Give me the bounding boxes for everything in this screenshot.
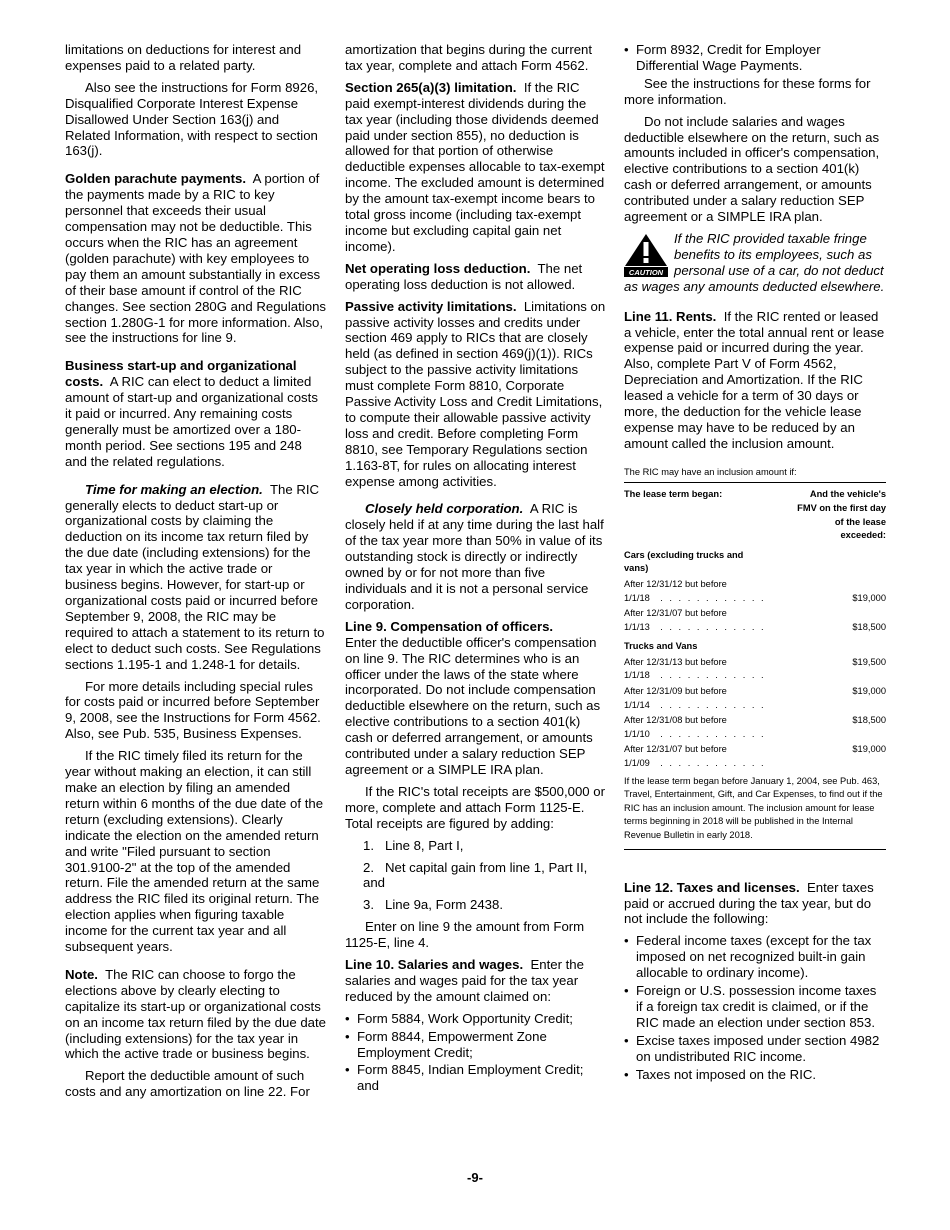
list-item: 3. Line 9a, Form 2438.: [363, 897, 504, 913]
closely-held-section: [345, 501, 607, 612]
bullet-item: • Foreign or U.S. possession income taxes if a foreign tax credit is claimed, or if the RIC made an election under section 853.: [624, 983, 877, 1030]
table-caption: The RIC may have an inclusion amount if:: [624, 466, 797, 477]
row-date: 1/1/18: [624, 670, 650, 681]
table-section-trucks: Trucks and Vans: [624, 641, 698, 652]
paragraph: limitations on deductions for interest and expenses paid to a related party.: [65, 42, 302, 73]
inclusion-amount-table: [624, 466, 886, 850]
note-body: The RIC can choose to forgo the elections above by clearly electing to capitalize its start-up or organizational costs on an income tax return filed by the due date (including extensions) for the tax year in which the active trade or business begins.: [65, 966, 326, 1062]
leader-dots: . . . . . . . . . . . .: [660, 592, 766, 603]
row-date: 1/1/13: [624, 621, 650, 632]
section-body: Enter taxes paid or accrued during the tax year, but do not include the following:: [624, 879, 874, 927]
bullet-text: Foreign or U.S. possession income taxes if a foreign tax credit is claimed, or if the RIC made an election under section 853.: [635, 983, 877, 1030]
bullet-item: • Federal income taxes (except for the tax imposed on net recognized built-in gain allocable to ordinary income).: [624, 933, 872, 981]
table-row: [624, 685, 886, 712]
section-body: If the RIC rented or leased a vehicle, enter the total annual rent or lease expense paid or incurred during the year. Also, complete Part V of Form 4562, Depreciation and Amortization. If the RIC leased a vehicle for a term of 30 days or more, the deduction for the vehicle lease expense may have to be reduced by an amount called the inclusion amount.: [624, 308, 885, 451]
table-row: [624, 578, 886, 605]
line-12-section: [624, 880, 886, 928]
bullet-item: • Form 8932, Credit for Employer Differential Wage Payments.: [624, 42, 821, 73]
golden-parachute-section: [65, 171, 327, 346]
bullet-text: Excise taxes imposed under section 4982 on undistributed RIC income.: [635, 1032, 880, 1064]
table-row: [624, 714, 886, 741]
section-body: Enter the salaries and wages paid for the tax year reduced by the amount claimed on:: [345, 957, 584, 1004]
passive-activity-section: [345, 299, 607, 490]
column-1: [65, 42, 327, 1106]
row-value: $18,500: [852, 621, 886, 632]
leader-dots: . . . . . . . . . . . .: [660, 758, 766, 769]
section-body: A portion of the payments made by a RIC to key personnel that exceeds their usual compensation may not be deductible. This occurs when the RIC has an agreement (golden parachute) with key employees to pay them an amount substantially in excess of their base amount if control of the RIC changes. See section 280G and Regulations section 1.280G-1 for more information. Also, see the instructions for line 9.: [65, 171, 327, 346]
row-label: After 12/31/07 but before: [624, 608, 727, 619]
bullet-text: Form 8844, Empowerment Zone Employment Credit;: [356, 1028, 547, 1060]
caution-label: CAUTION: [628, 267, 664, 277]
section-heading: Passive activity limitations.: [345, 298, 517, 314]
section-heading: Closely held corporation.: [365, 501, 524, 517]
row-date: 1/1/18: [624, 592, 650, 603]
paragraph: If the RIC timely filed its return for the year without making an election, it can still make an election by filing an amended return within 6 months of the due date of the return (excluding extensions). Clearly indicate the election on the amended return and write "Filed pursuant to section 301.9100-2" at the top of the amended return. File the amended return at the same address the RIC filed its original return. The election applies when figuring taxable income for the current tax year and all subsequent years.: [65, 748, 324, 955]
bullet-text: Federal income taxes (except for the tax imposed on net recognized built-in gain allocable to ordinary income).: [635, 933, 872, 981]
leader-dots: . . . . . . . . . . . .: [660, 728, 766, 739]
section-heading: Section 265(a)(3) limitation.: [345, 79, 517, 95]
list-item: 2. Net capital gain from line 1, Part II, and: [363, 859, 588, 891]
bullet-text: Form 8845, Indian Employment Credit; and: [356, 1062, 584, 1094]
header-fmv: And the vehicle's FMV on the first day of the lease exceeded:: [797, 489, 886, 541]
row-value: $19,000: [852, 592, 886, 603]
section-body: Enter the deductible officer's compensation on line 9. The RIC determines who is an officer under the laws of the state where incorporated. Do not include compensation deductible elsewhere on the return, such as elective contributions to a section 401(k) cash or deferred arrangement, or amounts contributed under a salary reduction SEP agreement or a SIMPLE IRA plan.: [345, 634, 601, 777]
section-heading: Business start-up and organizational costs.: [65, 358, 297, 390]
section-body: The RIC generally elects to deduct start-up or organizational costs by claiming the deduction on its income tax return filed by the due date (including extensions) for the tax year in which the active trade or business begins. However, for start-up or organizational costs paid or incurred before September 9, 2008, the RIC may be required to attach a statement to its return to elect to deduct such costs. See Regulations sections 1.195-1 and 1.248-1 for details.: [65, 481, 325, 672]
leader-dots: . . . . . . . . . . . .: [660, 621, 766, 632]
line-9-section: [345, 619, 607, 778]
note-label: Note.: [65, 966, 98, 982]
bullet-text: Form 8932, Credit for Employer Differential Wage Payments.: [635, 42, 821, 73]
caution-text: If the RIC provided taxable fringe benefits to its employees, such as personal use of a car, do not deduct as wages any amounts deducted elsewhere.: [624, 230, 885, 294]
election-timing-section: [65, 482, 327, 673]
section-heading: Line 12. Taxes and licenses.: [624, 879, 800, 895]
section-265-section: [345, 80, 607, 255]
table-section-cars: Cars (excluding trucks and vans): [624, 549, 744, 574]
startup-costs-section: [65, 358, 327, 469]
bullet-item: • Form 5884, Work Opportunity Credit;: [345, 1010, 573, 1026]
table-header: [624, 482, 886, 542]
table-row: [624, 607, 886, 634]
row-value: $18,500: [852, 715, 886, 726]
section-heading: Line 11. Rents.: [624, 308, 717, 324]
row-label: After 12/31/09 but before: [624, 686, 727, 697]
bullet-item: • Taxes not imposed on the RIC.: [624, 1066, 817, 1082]
bullet-text: Form 5884, Work Opportunity Credit;: [356, 1010, 573, 1026]
paragraph: amortization that begins during the current tax year, complete and attach Form 4562.: [345, 42, 593, 73]
row-label: After 12/31/08 but before: [624, 715, 727, 726]
section-body: A RIC can elect to deduct a limited amount of start-up and organizational costs it paid or incurred. Any remaining costs generally must be amortized over a 180-month period. See sections 195 and 248 and the related regulations.: [65, 374, 318, 469]
row-label: After 12/31/13 but before: [624, 656, 727, 667]
bullet-text: Taxes not imposed on the RIC.: [635, 1066, 817, 1082]
note-section: [65, 967, 327, 1062]
row-date: 1/1/14: [624, 699, 650, 710]
section-body: Limitations on passive activity losses and credits under section 469 apply to RICs that are closely held (as defined in section 469(j)(1)). RICs subject to the passive activity limitations must complete Form 8810, Corporate Passive Activity Loss and Credit Limitations, to compute their allowable passive activity loss and credit. Before completing Form 8810, see Temporary Regulations section 1.163-8T, for rules on allocating interest expense among activities.: [345, 298, 606, 489]
paragraph: Also see the instructions for Form 8926, Disqualified Corporate Interest Expense Disallowed Under Section 163(j) and Related Information, with respect to section 163(j).: [65, 79, 319, 159]
nol-section: [345, 261, 607, 293]
paragraph: Report the deductible amount of such costs and any amortization on line 22. For: [65, 1068, 310, 1100]
paragraph: For more details including special rules for costs paid or incurred before September 9, 2008, see the Instructions for Form 4562. Also, see Pub. 535, Business Expenses.: [65, 678, 321, 742]
bullet-item: • Form 8845, Indian Employment Credit; and: [345, 1062, 584, 1094]
bullet-item: • Excise taxes imposed under section 4982 on undistributed RIC income.: [624, 1032, 880, 1064]
row-label: After 12/31/07 but before: [624, 744, 727, 755]
section-heading: Golden parachute payments.: [65, 171, 247, 187]
section-heading: Line 9. Compensation of officers.: [345, 618, 554, 634]
paragraph: If the RIC's total receipts are $500,000 or more, complete and attach Form 1125-E. Total receipts are figured by adding:: [345, 783, 606, 831]
paragraph: See the instructions for these forms for more information.: [624, 75, 871, 107]
section-heading: Time for making an election.: [85, 481, 263, 497]
list-item: 1. Line 8, Part I,: [363, 837, 464, 853]
table-row: [624, 743, 886, 770]
line-11-section: [624, 309, 886, 452]
row-date: 1/1/10: [624, 728, 650, 739]
column-2: [345, 42, 607, 1096]
section-heading: Net operating loss deduction.: [345, 260, 531, 276]
row-value: $19,000: [852, 744, 886, 755]
section-body: The net operating loss deduction is not allowed.: [345, 260, 583, 292]
header-lease-term: The lease term began:: [624, 489, 723, 500]
bullet-item: • Form 8844, Empowerment Zone Employment Credit;: [345, 1028, 547, 1060]
page-number: -9-: [467, 1170, 483, 1185]
row-date: 1/1/09: [624, 758, 650, 769]
table-note: If the lease term began before January 1, 2004, see Pub. 463, Travel, Entertainment, Gift, and Car Expenses, to find out if the RIC has an inclusion amount. The inclusion amount for lease terms beginning in 2018 will be published in the Internal Revenue Bulletin in early 2018.: [624, 775, 886, 850]
section-body: If the RIC paid exempt-interest dividends during the tax year (including those dividends deemed paid under section 855), no deduction is allowed for that portion of otherwise deductible expenses allocable to tax-exempt income. The excluded amount is determined by the amount tax-exempt income bears to total gross income (including tax-exempt income but excluding capital gain net income).: [345, 79, 605, 254]
caution-icon: [624, 233, 668, 277]
leader-dots: . . . . . . . . . . . .: [660, 699, 766, 710]
leader-dots: . . . . . . . . . . . .: [660, 670, 766, 681]
row-label: After 12/31/12 but before: [624, 578, 727, 589]
column-3: [624, 42, 886, 1084]
section-body: A RIC is closely held if at any time during the last half of the tax year more than 50% in value of its outstanding stock is directly or indirectly owned by or for not more than five individuals and it is not a personal service corporation.: [345, 501, 604, 612]
paragraph: Do not include salaries and wages deductible elsewhere on the return, such as amounts included in officer's compensation, elective contributions to a section 401(k) cash or deferred arrangement, or amounts contributed under a salary reduction SEP agreement or a SIMPLE IRA plan.: [624, 113, 880, 225]
paragraph: Enter on line 9 the amount from Form 1125-E, line 4.: [345, 919, 585, 951]
row-value: $19,000: [852, 686, 886, 697]
row-value: $19,500: [852, 656, 886, 667]
table-row: [624, 656, 886, 683]
section-heading: Line 10. Salaries and wages.: [345, 957, 524, 973]
line-10-section: [345, 957, 607, 1005]
caution-box: [624, 231, 886, 295]
